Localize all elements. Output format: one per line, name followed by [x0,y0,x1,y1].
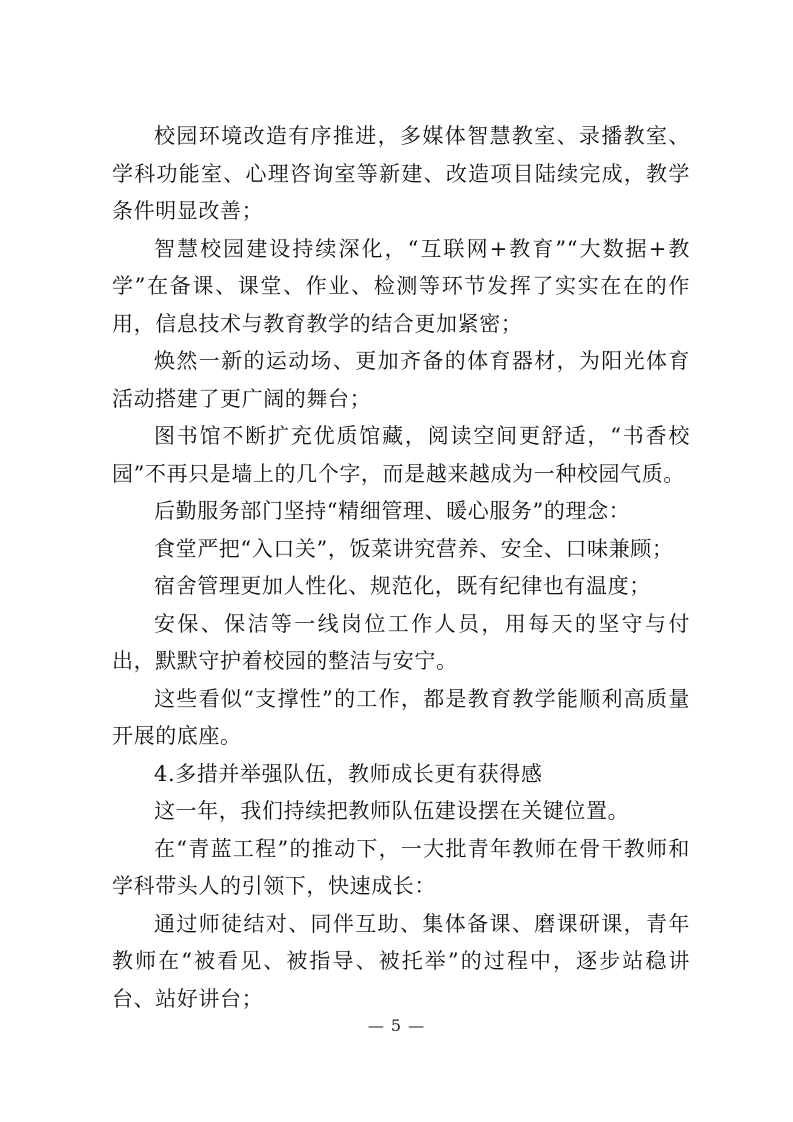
paragraph: 焕然一新的运动场、更加齐备的体育器材，为阳光体育活动搭建了更广阔的舞台； [112,349,690,411]
paragraph: 这些看似“支撑性”的工作，都是教育教学能顺利高质量开展的底座。 [112,686,690,748]
paragraph: 通过师徒结对、同伴互助、集体备课、磨课研课，青年教师在“被看见、被指导、被托举”的过程中，逐步站稳讲台、站好讲台； [112,911,690,1011]
paragraph: 这一年，我们持续把教师队伍建设摆在关键位置。 [154,799,630,823]
paragraph: 安保、保洁等一线岗位工作人员，用每天的坚守与付出，默默守护着校园的整洁与安宁。 [112,611,690,673]
paragraph: 校园环境改造有序推进，多媒体智慧教室、录播教室、学科功能室、心理咨询室等新建、改造项目陆续完成，教学条件明显改善； [112,124,690,223]
paragraph: 食堂严把“入口关”，饭菜讲究营养、安全、口味兼顾； [154,536,674,561]
paragraph: 宿舍管理更加人性化、规范化，既有纪律也有温度； [154,574,651,598]
paragraph: 在“青蓝工程”的推动下，一大批青年教师在骨干教师和学科带头人的引领下，快速成长： [112,836,690,898]
section-heading: 4.多措并举强队伍，教师成长更有获得感 [154,761,543,786]
body-text [112,118,690,1018]
paragraph: 图书馆不断扩充优质馆藏，阅读空间更舒适，“书香校园”不再只是墙上的几个字，而是越来越成为一种校园气质。 [112,424,690,486]
paragraph: 后勤服务部门坚持“精细管理、暖心服务”的理念： [154,499,631,523]
paragraph: 智慧校园建设持续深化，“互联网+教育”“大数据+教学”在备课、课堂、作业、检测等环节发挥了实实在在的作用，信息技术与教育教学的结合更加紧密； [112,236,690,336]
page-number: — 5 — [367,1016,426,1035]
